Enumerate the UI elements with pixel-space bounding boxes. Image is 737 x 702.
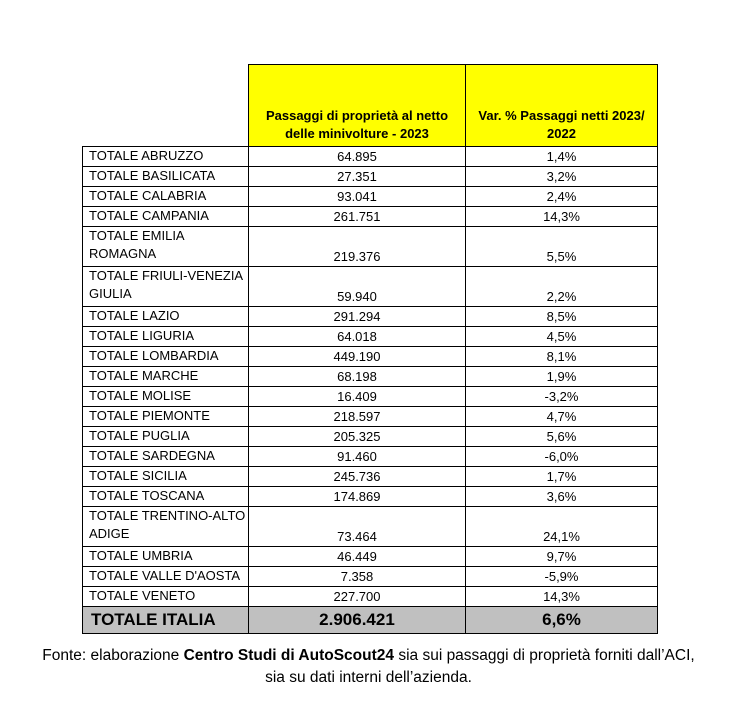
- transfers-value: 291.294: [249, 307, 466, 327]
- total-label: TOTALE ITALIA: [83, 607, 249, 634]
- variation-pct: 14,3%: [466, 587, 658, 607]
- variation-pct: 24,1%: [466, 507, 658, 547]
- table-row: [83, 587, 658, 607]
- table-row: [83, 327, 658, 347]
- region-name: TOTALE EMILIA ROMAGNA: [83, 227, 249, 267]
- variation-pct: 1,4%: [466, 147, 658, 167]
- region-name: TOTALE PIEMONTE: [83, 407, 249, 427]
- region-name: TOTALE TRENTINO-ALTO ADIGE: [83, 507, 249, 547]
- variation-pct: 8,1%: [466, 347, 658, 367]
- caption-suffix: sia sui passaggi di proprietà forniti dall’ACI,: [394, 647, 695, 664]
- transfers-value: 261.751: [249, 207, 466, 227]
- region-name: TOTALE VENETO: [83, 587, 249, 607]
- region-name: TOTALE LIGURIA: [83, 327, 249, 347]
- caption-source-name: Centro Studi di AutoScout24: [183, 647, 395, 664]
- region-name: TOTALE SARDEGNA: [83, 447, 249, 467]
- transfers-value: 59.940: [249, 267, 466, 307]
- variation-pct: 4,7%: [466, 407, 658, 427]
- total-variation-pct: 6,6%: [466, 607, 658, 634]
- table-row: [83, 147, 658, 167]
- region-name: TOTALE PUGLIA: [83, 427, 249, 447]
- data-table-container: [82, 64, 658, 634]
- table-row: [83, 407, 658, 427]
- region-name: TOTALE VALLE D'AOSTA: [83, 567, 249, 587]
- table-body: [83, 147, 658, 634]
- transfers-value: 205.325: [249, 427, 466, 447]
- variation-pct: 8,5%: [466, 307, 658, 327]
- region-name: TOTALE LOMBARDIA: [83, 347, 249, 367]
- caption-prefix: Fonte: elaborazione: [42, 647, 184, 664]
- table-row: [83, 167, 658, 187]
- variation-pct: 5,6%: [466, 427, 658, 447]
- total-row: [83, 607, 658, 634]
- region-name: TOTALE FRIULI-VENEZIA GIULIA: [83, 267, 249, 307]
- variation-pct: 3,2%: [466, 167, 658, 187]
- header-variation-pct: Var. % Passaggi netti 2023/ 2022: [466, 65, 658, 147]
- region-name: TOTALE TOSCANA: [83, 487, 249, 507]
- variation-pct: 2,2%: [466, 267, 658, 307]
- table-row: [83, 447, 658, 467]
- table-row: [83, 567, 658, 587]
- transfers-value: 218.597: [249, 407, 466, 427]
- table-header-row: [83, 65, 658, 147]
- region-name: TOTALE ABRUZZO: [83, 147, 249, 167]
- region-name: TOTALE MOLISE: [83, 387, 249, 407]
- variation-pct: 3,6%: [466, 487, 658, 507]
- region-name: TOTALE MARCHE: [83, 367, 249, 387]
- table-row: [83, 487, 658, 507]
- table-row: [83, 207, 658, 227]
- caption-line-2: sia su dati interni dell’azienda.: [265, 669, 472, 686]
- transfers-value: 227.700: [249, 587, 466, 607]
- source-caption: [0, 645, 737, 689]
- transfers-value: 7.358: [249, 567, 466, 587]
- transfers-value: 73.464: [249, 507, 466, 547]
- transfers-value: 449.190: [249, 347, 466, 367]
- table-row: [83, 467, 658, 487]
- variation-pct: -6,0%: [466, 447, 658, 467]
- regional-transfers-table: [82, 64, 658, 634]
- transfers-value: 46.449: [249, 547, 466, 567]
- table-row: [83, 267, 658, 307]
- caption-line-1: [0, 645, 737, 667]
- region-name: TOTALE LAZIO: [83, 307, 249, 327]
- variation-pct: -5,9%: [466, 567, 658, 587]
- region-name: TOTALE UMBRIA: [83, 547, 249, 567]
- transfers-value: 64.895: [249, 147, 466, 167]
- transfers-value: 93.041: [249, 187, 466, 207]
- total-transfers-value: 2.906.421: [249, 607, 466, 634]
- header-transfers-2023: Passaggi di proprietà al netto delle minivolture - 2023: [249, 65, 466, 147]
- transfers-value: 64.018: [249, 327, 466, 347]
- region-name: TOTALE CALABRIA: [83, 187, 249, 207]
- variation-pct: 1,7%: [466, 467, 658, 487]
- transfers-value: 91.460: [249, 447, 466, 467]
- table-row: [83, 427, 658, 447]
- variation-pct: 2,4%: [466, 187, 658, 207]
- table-row: [83, 507, 658, 547]
- variation-pct: 1,9%: [466, 367, 658, 387]
- table-row: [83, 387, 658, 407]
- table-row: [83, 307, 658, 327]
- transfers-value: 68.198: [249, 367, 466, 387]
- table-row: [83, 347, 658, 367]
- variation-pct: 14,3%: [466, 207, 658, 227]
- header-blank-cell: [83, 65, 249, 147]
- transfers-value: 245.736: [249, 467, 466, 487]
- variation-pct: 5,5%: [466, 227, 658, 267]
- table-row: [83, 187, 658, 207]
- transfers-value: 219.376: [249, 227, 466, 267]
- variation-pct: -3,2%: [466, 387, 658, 407]
- transfers-value: 174.869: [249, 487, 466, 507]
- region-name: TOTALE CAMPANIA: [83, 207, 249, 227]
- table-row: [83, 547, 658, 567]
- transfers-value: 27.351: [249, 167, 466, 187]
- region-name: TOTALE BASILICATA: [83, 167, 249, 187]
- variation-pct: 9,7%: [466, 547, 658, 567]
- variation-pct: 4,5%: [466, 327, 658, 347]
- table-row: [83, 367, 658, 387]
- transfers-value: 16.409: [249, 387, 466, 407]
- region-name: TOTALE SICILIA: [83, 467, 249, 487]
- table-row: [83, 227, 658, 267]
